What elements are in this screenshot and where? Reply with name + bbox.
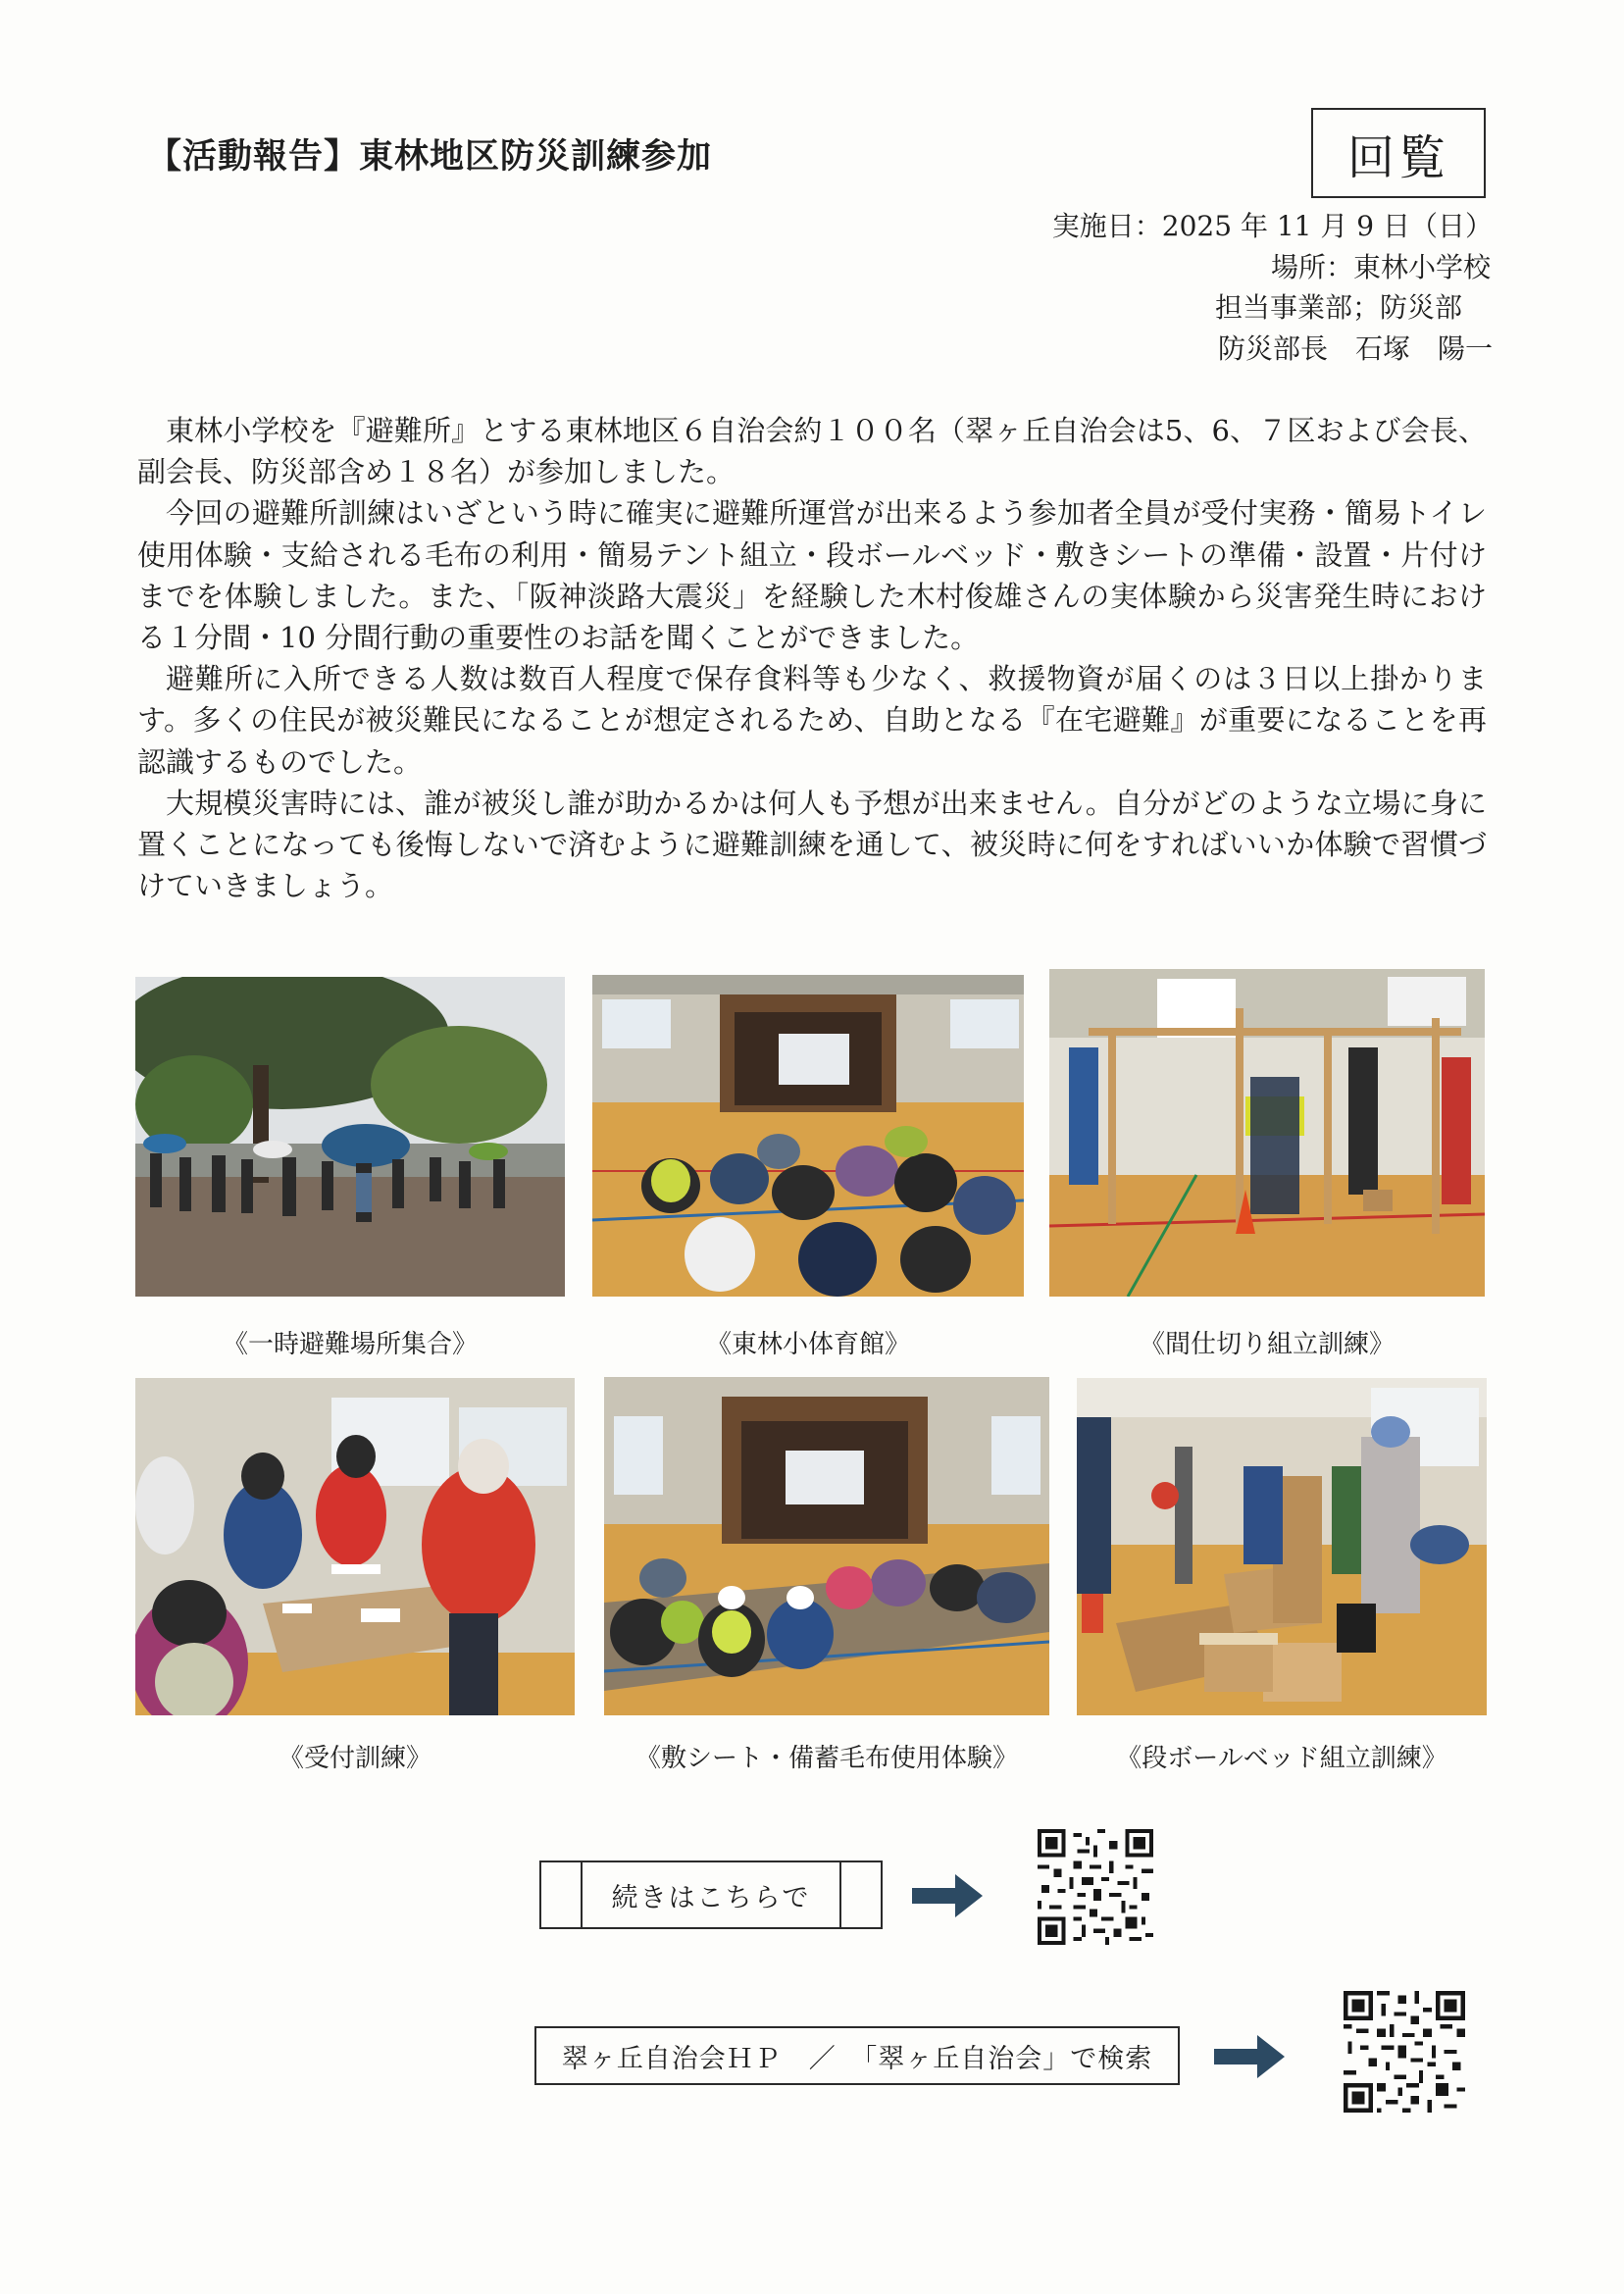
caption-cardboard-bed: 《段ボールベッド組立訓練》 — [1116, 1744, 1447, 1773]
paragraph-1: 東林小学校を『避難所』とする東林地区６自治会約１００名（翠ヶ丘自治会は5、6、７区および会長、副会長、防災部含め１８名）が参加しました。 — [137, 414, 1487, 489]
photo-cardboard-bed — [1077, 1378, 1487, 1715]
continue-link-label: 続きはこちらで — [581, 1862, 841, 1927]
caption-gymnasium: 《東林小体育館》 — [705, 1330, 910, 1359]
arrow-right-icon — [1214, 2035, 1285, 2078]
qr-code-icon[interactable] — [1344, 1991, 1465, 2113]
kairan-stamp: 回覧 — [1311, 108, 1486, 198]
caption-outdoor-assembly: 《一時避難場所集合》 — [222, 1330, 478, 1359]
caption-reception-training: 《受付訓練》 — [278, 1744, 431, 1773]
arrow-right-icon — [912, 1874, 983, 1917]
photo-outdoor-assembly — [135, 977, 565, 1297]
event-date: 実施日：2025 年 11 月 9 日（日） — [1051, 210, 1493, 242]
photo-partition-assembly — [1049, 969, 1485, 1297]
website-search-box[interactable]: 翠ヶ丘自治会ＨＰ ／ 「翠ヶ丘自治会」で検索 — [534, 2026, 1180, 2085]
page-title: 【活動報告】東林地区防災訓練参加 — [147, 136, 713, 177]
caption-floor-sheets: 《敷シート・備蓄毛布使用体験》 — [634, 1744, 1018, 1773]
report-body — [137, 410, 1487, 906]
caption-partition-assembly: 《間仕切り組立訓練》 — [1139, 1330, 1395, 1359]
responsible-dept: 担当事業部；防災部 — [1214, 291, 1462, 324]
event-place: 場所：東林小学校 — [1270, 251, 1491, 283]
paragraph-4: 大規模災害時には、誰が被災し誰が助かるかは何人も予想が出来ません。自分がどのような立場に身に置くことになっても後悔しないで済むように避難訓練を通して、被災時に何をすればいいか体験で習慣づけていきましょう。 — [137, 786, 1487, 903]
dept-chief: 防災部長 石塚 陽一 — [1217, 332, 1493, 365]
photo-floor-sheets — [604, 1377, 1049, 1715]
paragraph-3: 避難所に入所できる人数は数百人程度で保存食料等も少なく、救援物資が届くのは３日以上掛かります。多くの住民が被災難民になることが想定されるため、自助となる『在宅避難』が重要になることを再認識するものでした。 — [137, 662, 1487, 779]
qr-code-icon[interactable] — [1038, 1829, 1153, 1945]
photo-reception-training — [135, 1378, 575, 1715]
continue-link-box[interactable] — [539, 1861, 883, 1929]
paragraph-2: 今回の避難所訓練はいざという時に確実に避難所運営が出来るよう参加者全員が受付実務・簡易トイレ使用体験・支給される毛布の利用・簡易テント組立・段ボールベッド・敷きシートの準備・設置・片付けまでを体験しました。また、「阪神淡路大震災」を経験した木村俊雄さんの実体験から災害発生時における１分間・10 分間行動の重要性のお話を聞くことができました。 — [137, 496, 1487, 655]
photo-gymnasium — [592, 975, 1024, 1297]
